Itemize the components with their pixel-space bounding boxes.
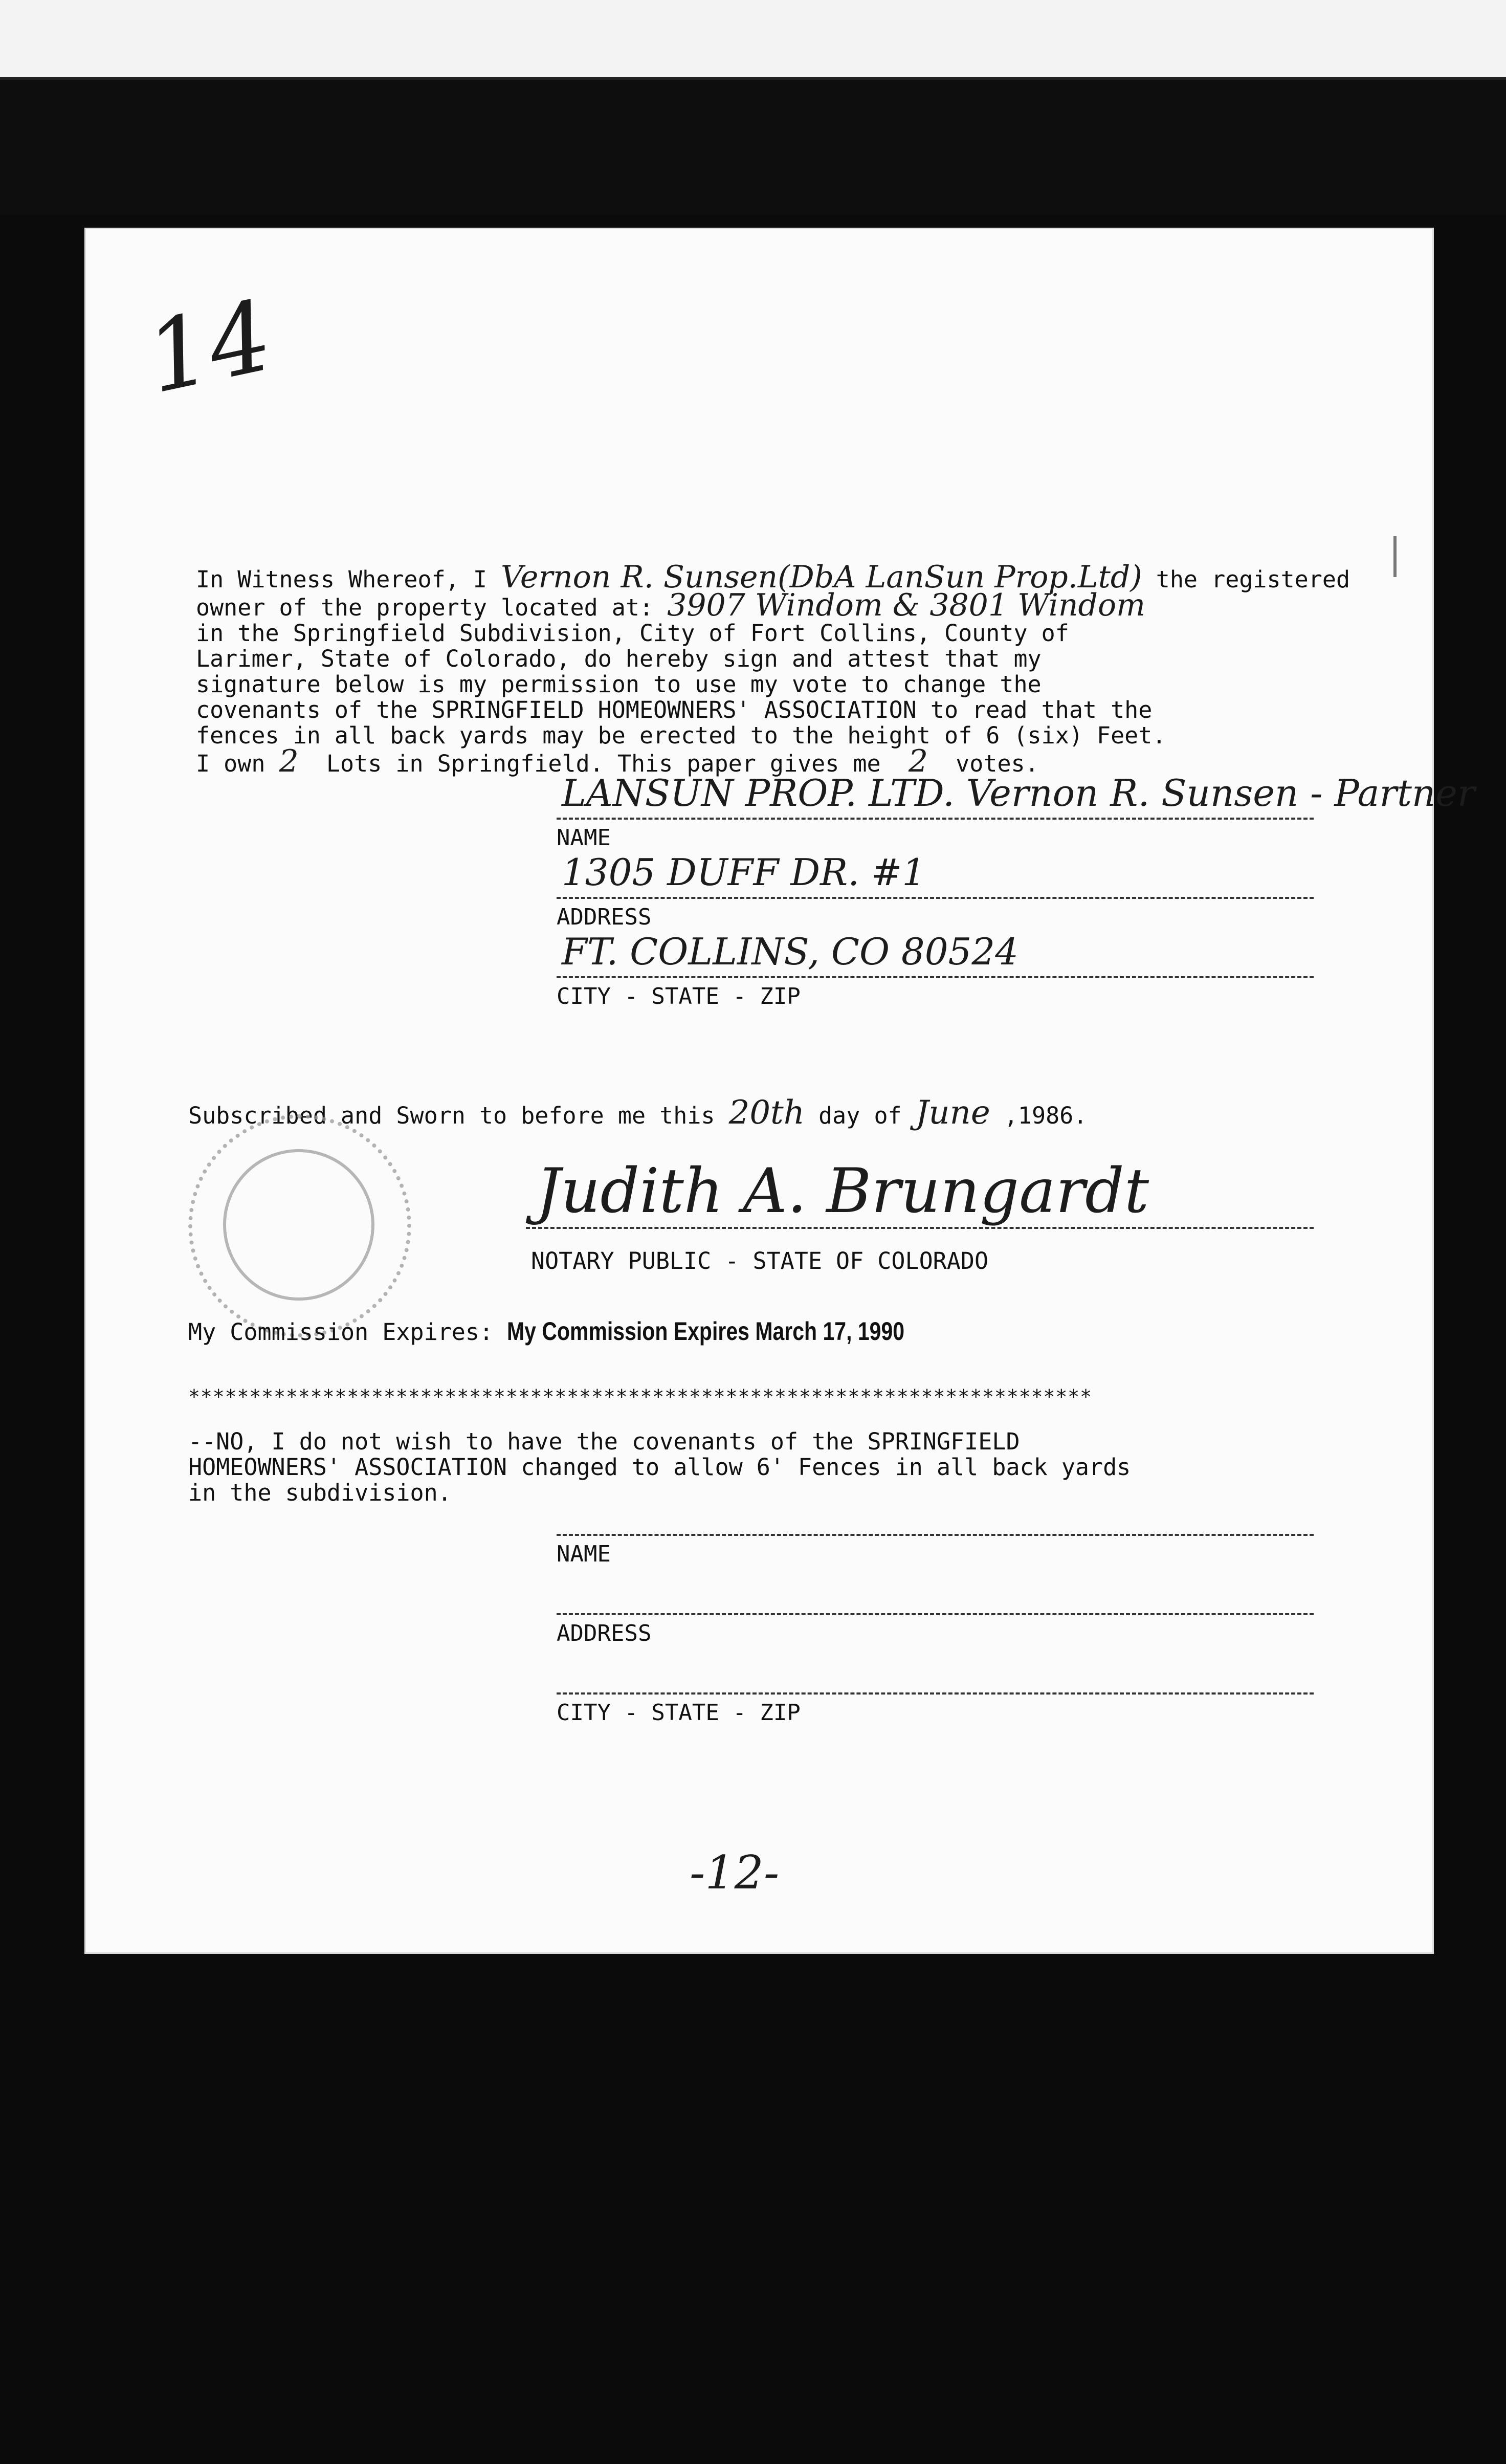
sworn-month-handwritten: June	[915, 1094, 990, 1132]
no-vote-address-field	[557, 1577, 1314, 1646]
owner-name-handwritten: Vernon R. Sunsen(DbA LanSun Prop.Ltd)	[501, 559, 1142, 595]
no-vote-name-line	[557, 1498, 1314, 1536]
notary-label: NOTARY PUBLIC - STATE OF COLORADO	[531, 1247, 989, 1274]
witness-text-1: In Witness Whereof, I	[196, 566, 501, 593]
notary-signature-line	[526, 1150, 1314, 1229]
city-line	[557, 930, 1314, 978]
property-address-handwritten: 3907 Windom & 3801 Windom	[667, 587, 1145, 623]
name-handwritten: LANSUN PROP. LTD. Vernon R. Sunsen - Partner	[562, 772, 1475, 815]
signature-address-field	[557, 851, 1314, 930]
signature-name-field	[557, 772, 1475, 851]
address-line	[557, 851, 1314, 899]
sworn-day-handwritten: 20th	[728, 1094, 805, 1132]
no-vote-address-label: ADDRESS	[557, 1620, 652, 1646]
votes-count-handwritten: 2	[908, 743, 928, 779]
address-handwritten: 1305 DUFF DR. #1	[562, 851, 926, 894]
no-vote-city-line	[557, 1657, 1314, 1695]
sworn-text-2: day of	[804, 1102, 916, 1129]
witness-text-5: votes.	[928, 750, 1039, 777]
scan-header-band	[0, 0, 1506, 80]
signature-city-field	[557, 930, 1314, 1009]
no-vote-name-label: NAME	[557, 1541, 611, 1567]
witness-text-3: in the Springfield Subdivision, City of Fort Collins, County of Larimer, State of Colorado, do hereby sign and attest that my signature below is my permission to use my vote to change the covenants of the SPRINGFIELD HOMEOWNERS' ASSOCIATION to read that the fences in all back yards may be erected to the height of 6 (six) Feet. I own	[196, 620, 1166, 777]
witness-text-4: Lots in Springfield. This paper gives me	[298, 750, 909, 777]
name-label: NAME	[557, 825, 611, 851]
no-vote-paragraph: --NO, I do not wish to have the covenants of the SPRINGFIELD HOMEOWNERS' ASSOCIATION changed to allow 6' Fences in all back yards in the subdivision.	[188, 1428, 1131, 1506]
sworn-text-3: ,1986.	[990, 1102, 1088, 1129]
no-vote-name-field	[557, 1498, 1314, 1567]
no-vote-address-line	[557, 1577, 1314, 1615]
commission-stamp: My Commission Expires March 17, 1990	[507, 1317, 905, 1346]
city-handwritten: FT. COLLINS, CO 80524	[562, 930, 1018, 973]
name-line	[557, 772, 1475, 820]
no-vote-city-field	[557, 1657, 1314, 1726]
lots-count-handwritten: 2	[279, 743, 299, 779]
no-vote-city-label: CITY - STATE - ZIP	[557, 1700, 801, 1726]
commission-label: My Commission Expires:	[188, 1318, 507, 1346]
tally-number: 14	[137, 279, 282, 415]
city-label: CITY - STATE - ZIP	[557, 983, 801, 1009]
sworn-text-1: Subscribed and Sworn to before me this	[188, 1102, 729, 1129]
page-number: -12-	[690, 1846, 780, 1900]
scan-edge-mark	[1393, 536, 1397, 577]
notary-seal	[188, 1114, 411, 1337]
notary-seal-inner-ring	[223, 1149, 374, 1301]
notary-signature: Judith A. Brungardt	[536, 1156, 1149, 1227]
separator-stars: **************************************************************************	[188, 1385, 1092, 1408]
document-page	[84, 228, 1475, 1954]
witness-paragraph	[196, 559, 1372, 779]
commission-expires	[188, 1316, 992, 1346]
address-label: ADDRESS	[557, 904, 652, 930]
witness-text-2: the registered owner of the property located at:	[196, 566, 1350, 621]
